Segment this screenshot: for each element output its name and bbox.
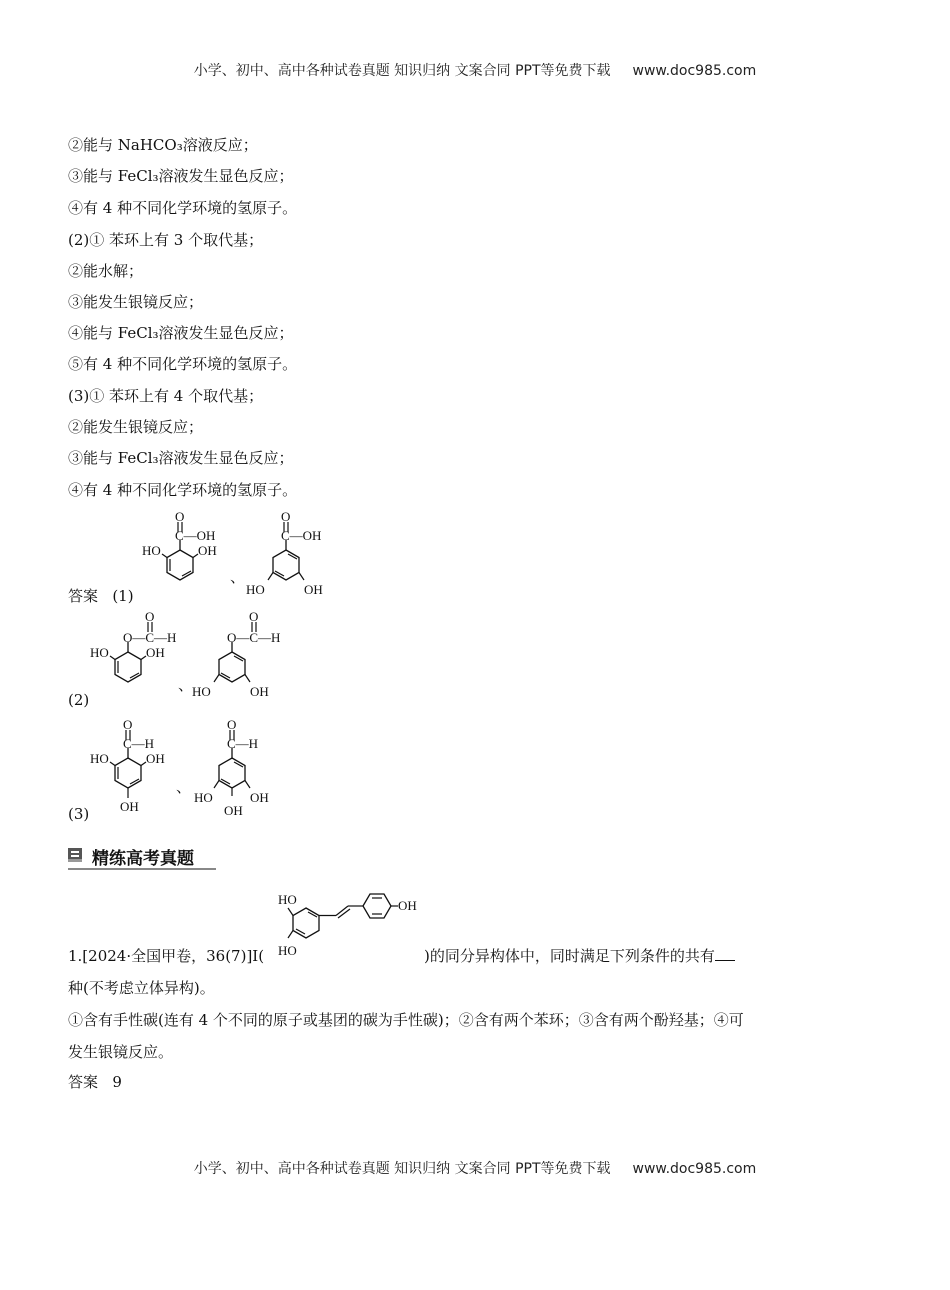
group-oh: OH: [304, 582, 323, 597]
molecule-3-5-dihydroxybenzoic-acid: [244, 510, 344, 602]
group-ho: HO: [142, 543, 161, 558]
group-oh: OH: [224, 803, 243, 818]
atom-o: O: [175, 510, 185, 524]
section-title: 精练高考真题: [92, 849, 194, 869]
atom-o: O: [145, 612, 155, 624]
group-ho: HO: [90, 645, 109, 660]
condition-line: ③能发生银镜反应；: [68, 293, 204, 311]
question-answer: [68, 1072, 122, 1092]
question-middle-text: )的同分异构体中，同时满足下列条件的共有: [424, 947, 715, 965]
molecule-2-4-6-trihydroxybenzaldehyde: [86, 718, 186, 822]
section-header: [68, 842, 216, 870]
condition-line: ④有 4 种不同化学环境的氢原子。: [68, 199, 298, 217]
condition-line: ④有 4 种不同化学环境的氢原子。: [68, 481, 298, 499]
atom-o: O: [123, 718, 133, 732]
question-answer-label: 答案: [68, 1073, 99, 1091]
page-footer: [0, 1158, 950, 1178]
header-text: 小学、初中、高中各种试卷真题 知识归纳 文案合同 PPT等免费下载: [193, 63, 611, 79]
group-oh: OH: [250, 790, 269, 805]
group-ho: HO: [278, 943, 297, 958]
answer-blank: [715, 946, 735, 961]
group-ho: HO: [192, 684, 211, 699]
group-c-h: C—H: [123, 736, 155, 751]
question-line-3: ①含有手性碳(连有 4 个不同的原子或基团的碳为手性碳)；②含有两个苯环；③含有两个酚羟基；④可: [68, 1011, 744, 1029]
molecule-2-6-dihydroxybenzoic-acid: [138, 510, 238, 592]
condition-line: ⑤有 4 种不同化学环境的氢原子。: [68, 355, 298, 373]
answer-part-3: (3): [68, 805, 90, 823]
molecule-3-5-dihydroxyphenyl-formate: [190, 612, 310, 704]
group-oh: OH: [120, 799, 139, 814]
answer-label: [68, 586, 134, 606]
condition-line: ②能与 NaHCO₃溶液反应；: [68, 136, 258, 154]
group-oh: OH: [250, 684, 269, 699]
group-ho: HO: [194, 790, 213, 805]
footer-text: 小学、初中、高中各种试卷真题 知识归纳 文案合同 PPT等免费下载: [193, 1161, 611, 1177]
answer-part-1: (1): [112, 587, 134, 605]
group-oh: OH: [146, 751, 165, 766]
condition-line: ②能水解；: [68, 262, 144, 280]
atom-o: O: [281, 510, 291, 524]
group-oh: OH: [198, 543, 217, 558]
page-header: [0, 60, 950, 80]
question-answer-value: 9: [112, 1073, 122, 1091]
group-oh: OH: [146, 645, 165, 660]
footer-url: www.doc985.com: [632, 1161, 757, 1177]
condition-line: ②能发生银镜反应；: [68, 418, 204, 436]
condition-line: ④能与 FeCl₃溶液发生显色反应；: [68, 324, 294, 342]
condition-line: (3)① 苯环上有 4 个取代基；: [68, 387, 264, 405]
group-o-c-h: O—C—H: [123, 630, 177, 645]
separator: 、: [230, 568, 246, 586]
answer-label-text: 答案: [68, 587, 99, 605]
molecule-3-4-5-trihydroxybenzaldehyde: [190, 718, 290, 822]
question-middle: [424, 946, 735, 966]
condition-line: ③能与 FeCl₃溶液发生显色反应；: [68, 449, 294, 467]
separator: 、: [176, 778, 192, 796]
separator: 、: [178, 676, 194, 694]
atom-o: O: [227, 718, 237, 732]
group-ho: HO: [90, 751, 109, 766]
group-ho: HO: [278, 892, 297, 907]
condition-line: (2)① 苯环上有 3 个取代基；: [68, 231, 264, 249]
question-line-2: 种(不考虑立体异构)。: [68, 979, 215, 997]
question-prefix: 1.[2024·全国甲卷，36(7)]I(: [68, 947, 265, 965]
group-c-oh: C—OH: [281, 528, 322, 543]
group-ho: HO: [246, 582, 265, 597]
atom-o: O: [249, 612, 259, 624]
group-oh: OH: [398, 898, 417, 913]
group-o-c-h: O—C—H: [227, 630, 281, 645]
molecule-resveratrol-ho: [278, 942, 308, 960]
document-icon: [68, 848, 82, 862]
condition-line: ③能与 FeCl₃溶液发生显色反应；: [68, 167, 294, 185]
answer-part-2: (2): [68, 691, 90, 709]
group-c-oh: C—OH: [175, 528, 216, 543]
question-line-4: 发生银镜反应。: [68, 1043, 174, 1061]
group-c-h: C—H: [227, 736, 259, 751]
header-url: www.doc985.com: [632, 63, 757, 79]
